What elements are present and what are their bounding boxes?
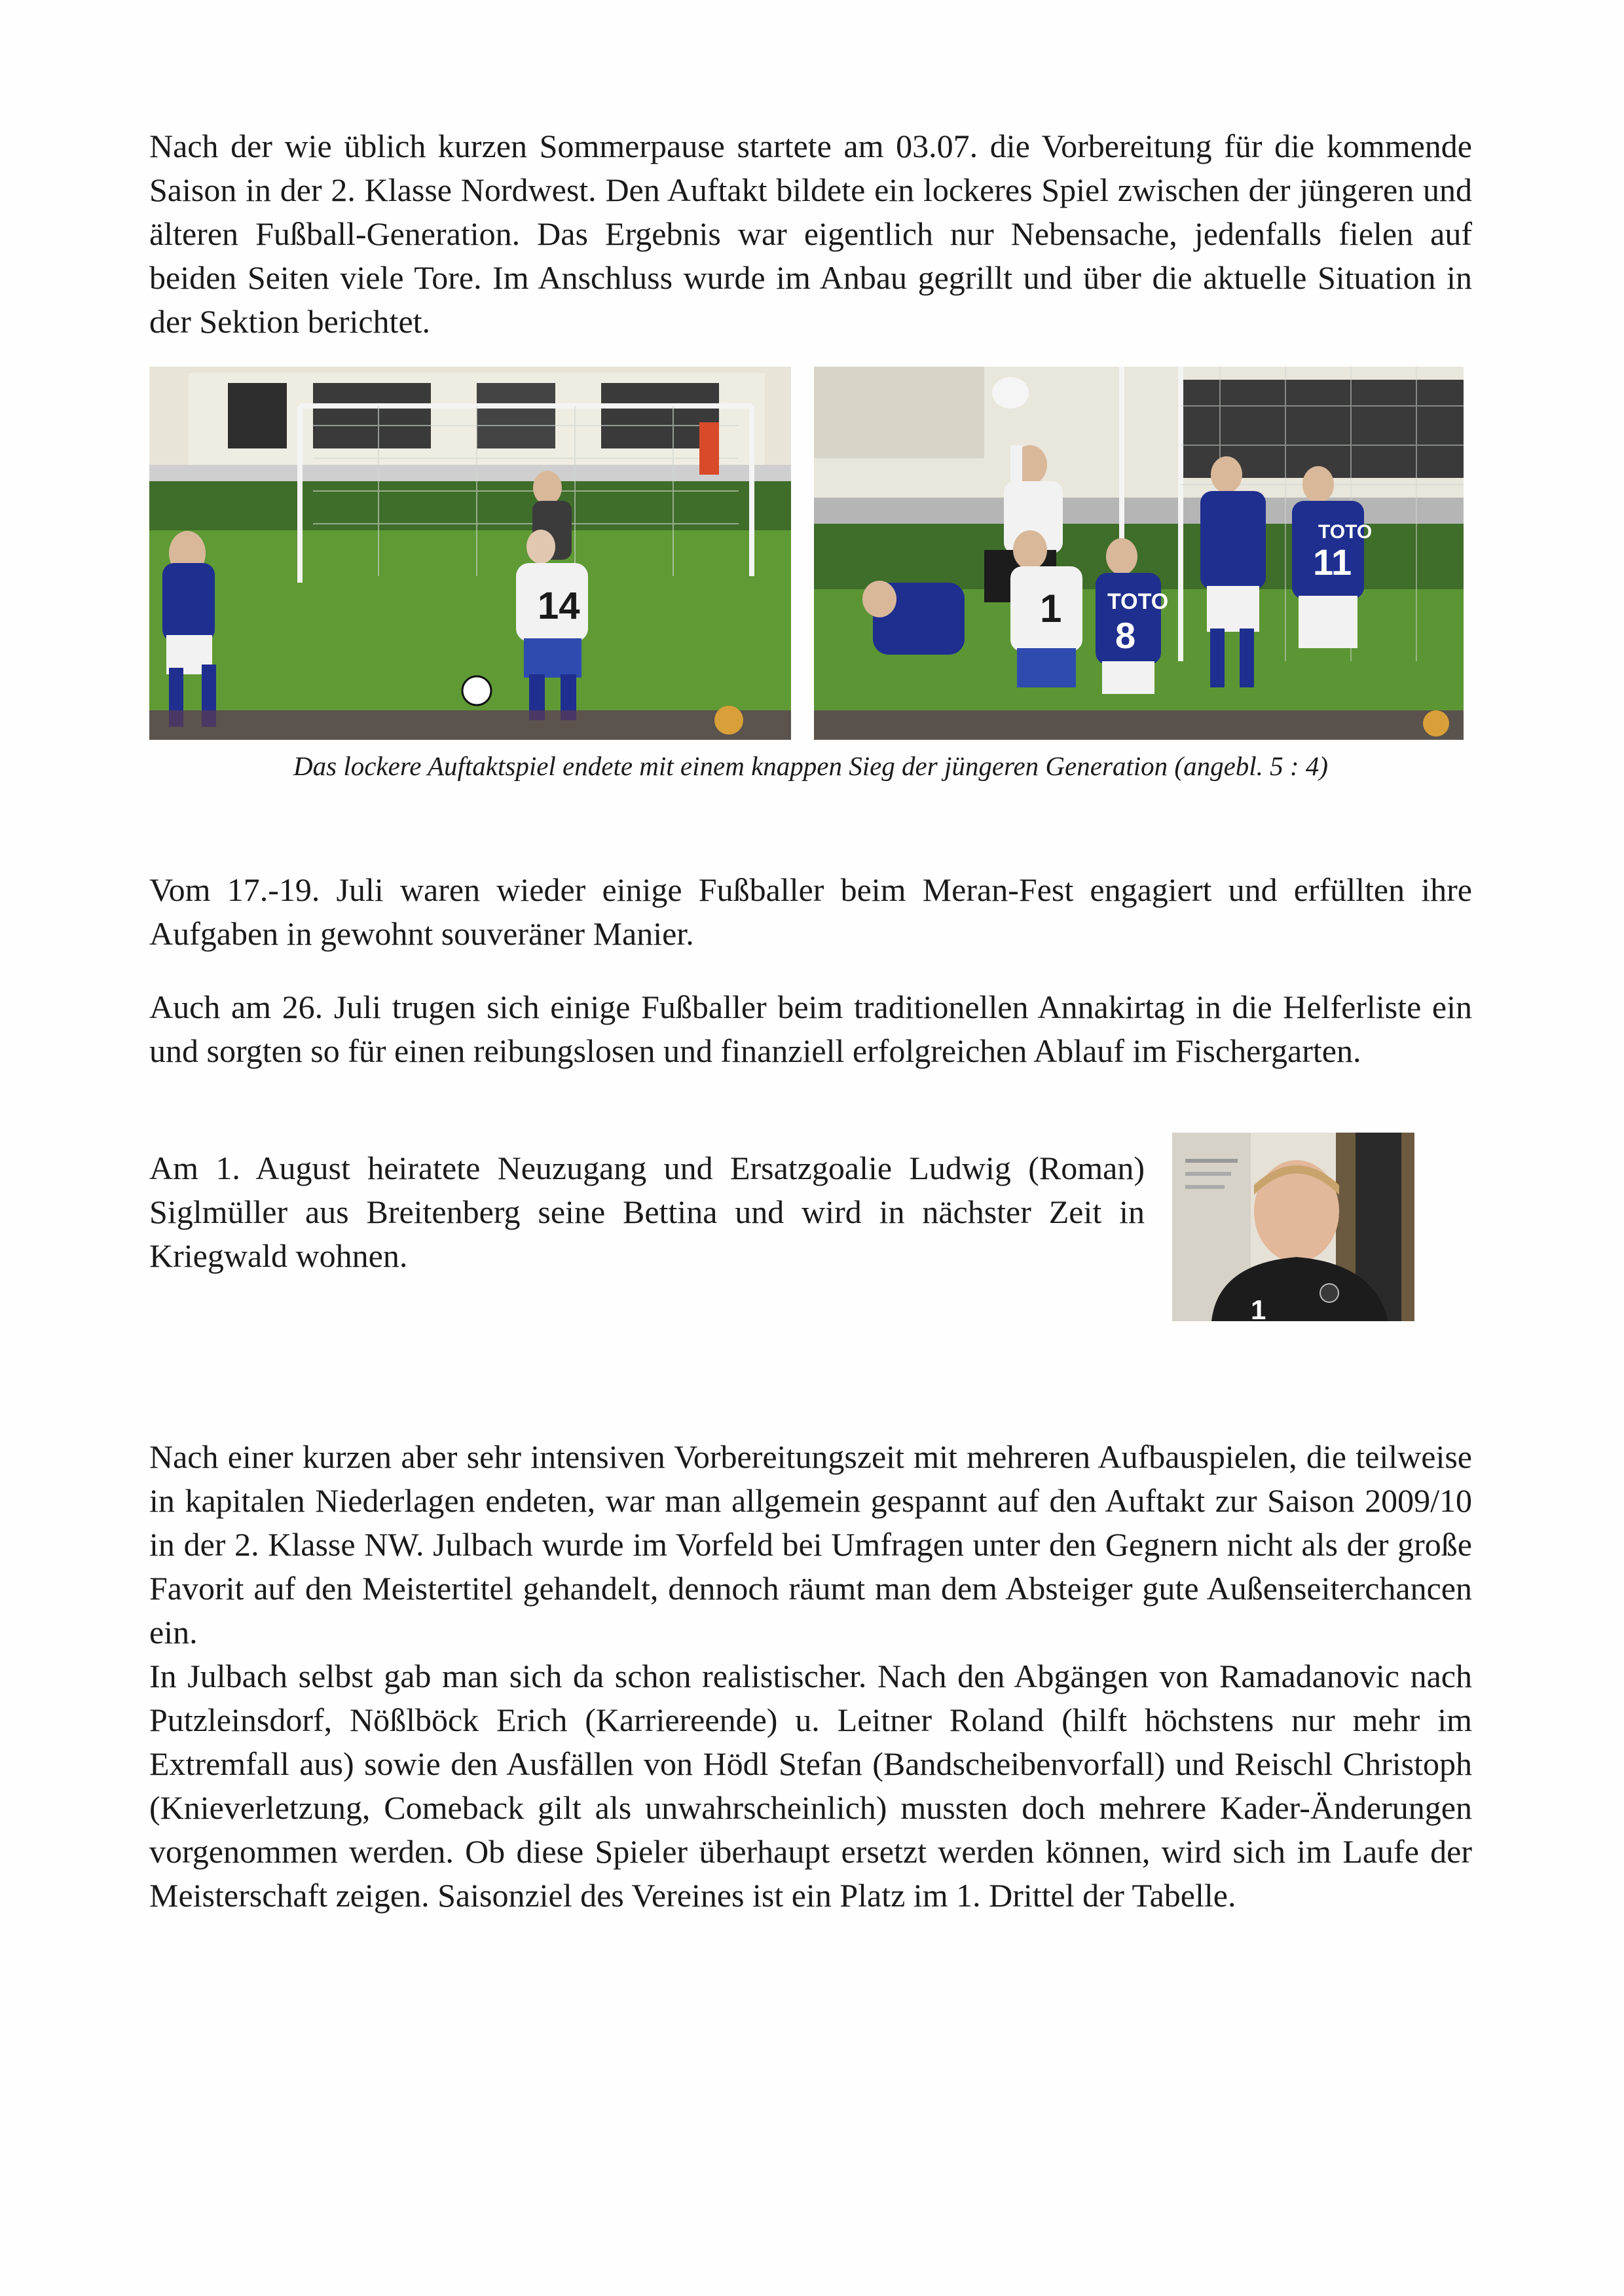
meran-fest-paragraph: Vom 17.-19. Juli waren wieder einige Fußballer beim Meran-Fest engagiert und erfüllten ihre Aufgaben in gewohnt souveräner Manier. <box>149 871 1472 952</box>
portrait-jersey-number: 1 <box>1251 1294 1266 1321</box>
intro-paragraph: Nach der wie üblich kurzen Sommerpause startete am 03.07. die Vorbereitung für die kommende Saison in der 2. Klasse Nordwest. Den Auftakt bildete ein lockeres Spiel zwischen der jüngeren und älteren Fußball-Generation. Das Ergebnis war eigentlich nur Nebensache, jedenfalls fielen auf beiden Seiten viele Tore. Im Anschluss wurde im Anbau gegrillt und über die aktuelle Situation in der Sektion berichtet. <box>149 128 1472 340</box>
squad-changes-paragraph: In Julbach selbst gab man sich da schon realistischer. Nach den Abgängen von Ramadanovic nach Putzleinsdorf, Nößlböck Erich (Karriereende) u. Leitner Roland (hilft höchstens nur mehr im Extremfall aus) sowie den Ausfällen von Hödl Stefan (Bandscheibenvorfall) und Reischl Christoph (Knieverletzung, Comeback gilt als unwahrscheinlich) mussten doch mehrere Kader-Änderungen vorgenommen werden. Ob diese Spieler überhaupt ersetzt werden können, wird sich im Laufe der Meisterschaft zeigen. Saisonziel des Vereines ist ein Platz im 1. Drittel der Tabelle. <box>149 1658 1472 1914</box>
match-photo-right <box>814 367 1464 740</box>
annakirtag-paragraph: Auch am 26. Juli trugen sich einige Fußballer beim traditionellen Annakirtag in die Helferliste ein und sorgten so für einen reibungslosen und finanziell erfolgreichen Ablauf im Fischergarten. <box>149 989 1472 1069</box>
wedding-paragraph: Am 1. August heiratete Neuzugang und Ersatzgoalie Ludwig (Roman) Siglmüller aus Breitenberg seine Bettina und wird in nächster Zeit in Kriegwald wohnen. <box>149 1150 1145 1274</box>
jersey-sponsor-text: TOTO <box>1107 589 1169 614</box>
photo-caption: Das lockere Auftaktspiel endete mit einem knappen Sieg der jüngeren Generation (angebl. 5 : 4) <box>293 751 1328 781</box>
season-preview-paragraph: Nach einer kurzen aber sehr intensiven Vorbereitungszeit mit mehreren Aufbauspielen, die teilweise in kapitalen Niederlagen endeten, war man allgemein gespannt auf den Auftakt zur Saison 2009/10 in der 2. Klasse NW. Julbach wurde im Vorfeld bei Umfragen unter den Gegnern nicht als der große Favorit auf den Meistertitel gehandelt, dennoch räumt man dem Absteiger gute Außenseiterchancen ein. <box>149 1438 1472 1650</box>
jersey-number-11: 11 <box>1313 541 1352 583</box>
match-photo-left <box>149 367 791 740</box>
jersey-number-1: 1 <box>1040 587 1062 630</box>
jersey-number-8: 8 <box>1115 615 1136 656</box>
portrait-photo <box>1172 1133 1414 1321</box>
jersey-number-14: 14 <box>538 585 580 627</box>
jersey-sponsor-text-2: TOTO <box>1318 521 1373 543</box>
